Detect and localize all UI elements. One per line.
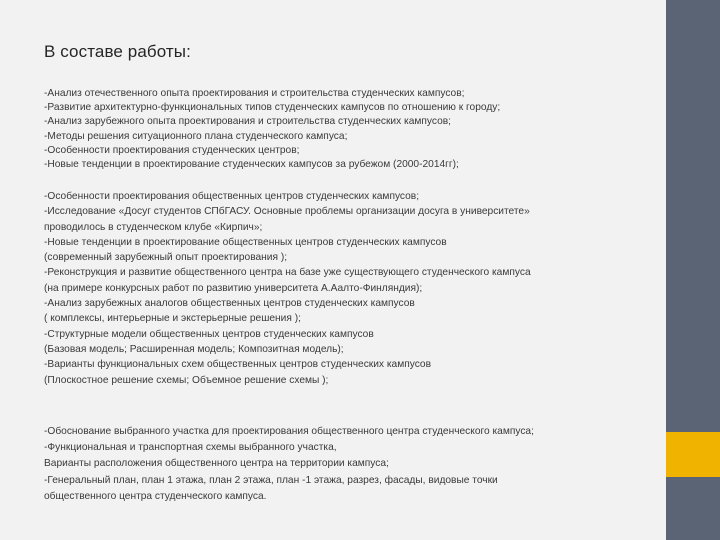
section-2-line: -Варианты функциональных схем общественных центров студенческих кампусов (44, 359, 431, 371)
section-2-line: (Базовая модель; Расширенная модель; Композитная модель); (44, 343, 344, 355)
section-2-line: (Плоскостное решение схемы; Объемное решение схемы ); (44, 374, 329, 386)
side-bar-slate-top (666, 0, 720, 432)
section-1-line: -Анализ зарубежного опыта проектирования и строительства студенческих кампусов; (44, 116, 451, 128)
section-2-line: -Анализ зарубежных аналогов общественных центров студенческих кампусов (44, 298, 415, 310)
section-2-line: (на примере конкурсных работ по развитию университета А.Аалто-Финляндия); (44, 282, 423, 294)
section-2-line: ( комплексы, интерьерные и экстерьерные решения ); (44, 313, 301, 325)
side-bar-gold-accent (666, 432, 720, 477)
slide-title: В составе работы: (44, 42, 191, 61)
section-3-line: -Функциональная и транспортная схемы выбранного участка, (44, 442, 337, 454)
section-2-line: (современный зарубежный опыт проектирования ); (44, 252, 288, 264)
section-2-line: проводилось в студенческом клубе «Кирпич»; (44, 221, 263, 233)
section-2-line: -Реконструкция и развитие общественного центра на базе уже существующего студенческого кампуса (44, 267, 531, 279)
section-1-list (44, 87, 644, 172)
section-2-line: -Новые тенденции в проектирование общественных центров студенческих кампусов (44, 236, 447, 248)
section-3-line: Варианты расположения общественного центра на территории кампуса; (44, 458, 389, 470)
section-1-line: -Анализ отечественного опыта проектирования и строительства студенческих кампусов; (44, 88, 465, 99)
side-accent-bar (666, 0, 720, 540)
section-2-list (44, 189, 644, 388)
section-3-line: -Обоснование выбранного участка для проектирования общественного центра студенческого кампуса; (44, 426, 534, 437)
section-1-line: -Методы решения ситуационного плана студенческого кампуса; (44, 130, 348, 142)
section-3-line: -Генеральный план, план 1 этажа, план 2 этажа, план -1 этажа, разрез, фасады, видовые точки (44, 474, 498, 486)
section-3-line: общественного центра студенческого кампуса. (44, 490, 267, 502)
side-bar-slate-bottom (666, 477, 720, 540)
section-1-line: -Новые тенденции в проектирование студенческих кампусов за рубежом (2000-2014гг); (44, 159, 459, 171)
section-1-line: -Особенности проектирования студенческих центров; (44, 144, 300, 156)
section-1-line: -Развитие архитектурно-функциональных типов студенческих кампусов по отношению к городу; (44, 102, 501, 114)
section-3-list (44, 424, 644, 505)
section-2-line: -Особенности проектирования общественных центров студенческих кампусов; (44, 191, 420, 202)
section-2-line: -Структурные модели общественных центров студенческих кампусов (44, 328, 374, 340)
section-2-line: -Исследование «Досуг студентов СПбГАСУ. Основные проблемы организации досуга в университете» (44, 206, 530, 218)
